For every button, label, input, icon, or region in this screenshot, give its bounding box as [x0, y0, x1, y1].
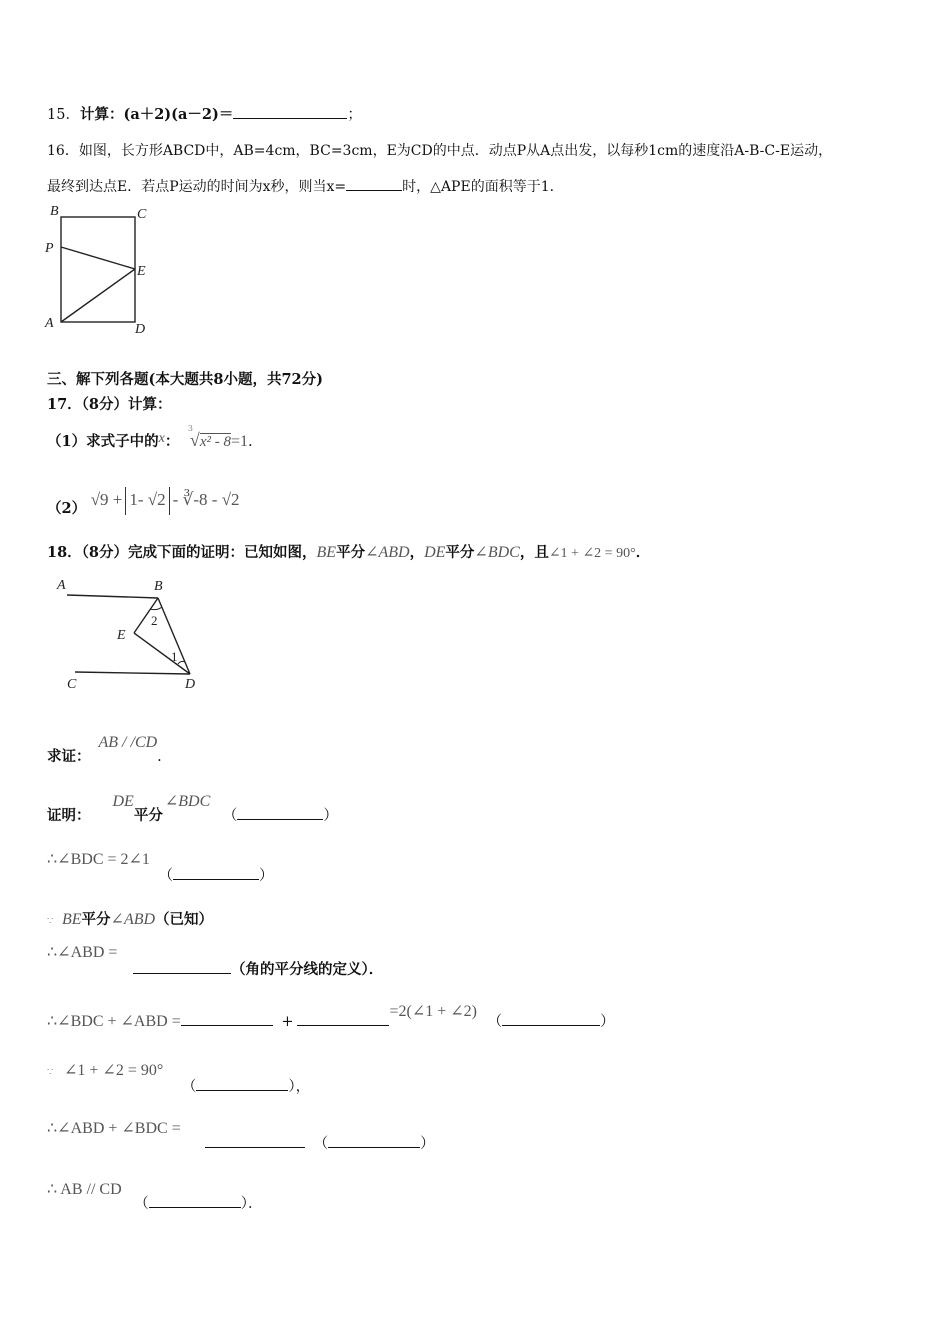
angle-arc-1 — [178, 661, 185, 664]
q18-de: DE — [424, 544, 446, 561]
label-d: D — [135, 322, 146, 337]
label-p: P — [45, 241, 54, 256]
label-e: E — [137, 264, 146, 279]
fig-label-c: C — [67, 677, 77, 692]
answer-blank-4[interactable] — [133, 959, 231, 974]
proof-step-4 — [47, 942, 384, 978]
q18-end: ． — [635, 544, 651, 561]
q18-comma: ， — [409, 544, 425, 561]
proof-step-8 — [47, 1178, 263, 1212]
reason-blank-8[interactable] — [149, 1193, 241, 1208]
proof-step-8-stmt: ∴ AB // CD — [47, 1181, 122, 1198]
q16-line1: 16．如图，长方形ABCD中，AB=4cm，BC=3cm，E为CD的中点．动点P从A点出发，以每秒1cm的速度沿A-B-C-E运动， — [47, 143, 833, 159]
q16-answer-blank[interactable] — [346, 176, 402, 191]
proof-step-6-end: ， — [295, 1079, 311, 1095]
label-c: C — [137, 207, 147, 222]
proof-step-3-be: BE — [61, 911, 82, 928]
answer-blank-5a[interactable] — [181, 1011, 273, 1026]
proof-step-4-reason: （角的平分线的定义）． — [231, 961, 384, 978]
q17-part2-b: - ∛-8 - √2 — [172, 490, 240, 509]
proof-label: 证明： — [47, 807, 91, 824]
proof-step-3-reason: （已知） — [155, 911, 214, 928]
cube-root-radicand: x² - 8 — [199, 434, 231, 450]
answer-blank-5b[interactable] — [297, 1011, 389, 1026]
rp: ） — [420, 1136, 435, 1152]
proof-step-1 — [47, 790, 338, 824]
prove-statement: AB / /CD — [98, 734, 158, 751]
q18-heading-line — [47, 541, 650, 562]
rp: ） — [259, 868, 274, 884]
segment-pe — [61, 247, 135, 269]
because-symbol-icon: ∵ — [47, 1067, 54, 1078]
q15-end: ； — [347, 107, 362, 123]
reason-blank-6[interactable] — [196, 1076, 288, 1091]
q15-expression: (a＋2)(a－2)＝ — [123, 106, 234, 123]
radical-sign-icon: √ — [189, 430, 200, 450]
q18-condition: ∠1 + ∠2 = 90° — [548, 546, 636, 561]
proof-step-8-end: ． — [248, 1196, 263, 1212]
line-ab — [67, 595, 158, 598]
q17-part2-a: √9 + — [90, 490, 123, 509]
q18-bisect2: 平分 — [445, 544, 475, 561]
lp: （ — [181, 1079, 197, 1095]
lp: （ — [313, 1136, 329, 1152]
q15-line — [47, 103, 362, 124]
q16-line2 — [47, 176, 564, 196]
rp: ） — [240, 1196, 248, 1212]
fig-label-e: E — [117, 628, 126, 643]
label-b: B — [50, 204, 59, 219]
q17-part1 — [47, 424, 253, 451]
proof-step-6-stmt: ∠1 + ∠2 = 90° — [63, 1062, 164, 1079]
line-cd — [75, 672, 190, 674]
proof-step-1-de: DE — [112, 793, 134, 810]
cube-root-index: 3 — [187, 424, 194, 433]
proof-step-5-eq: =2(∠1 + ∠2) — [389, 1003, 477, 1020]
q18-prove-line — [47, 731, 162, 765]
abs-bar-right — [169, 487, 170, 515]
proof-step-5-stmt: ∴∠BDC + ∠ABD = — [47, 1013, 181, 1030]
q18-heading: 18．（8分）完成下面的证明：已知如图， — [47, 544, 317, 561]
rp: ） — [600, 1014, 615, 1030]
fig-label-d: D — [185, 677, 196, 692]
abs-bar-left — [125, 487, 126, 515]
label-a: A — [45, 316, 54, 331]
lp: （ — [134, 1196, 149, 1212]
proof-step-7-stmt: ∴∠ABD + ∠BDC = — [47, 1120, 181, 1137]
proof-step-2 — [47, 848, 274, 884]
q15-label: 计算： — [79, 106, 124, 123]
q17-part2-abs: 1- √2 — [129, 490, 166, 509]
answer-blank-7[interactable] — [205, 1133, 305, 1148]
q16-line2-a: 最终到达点E．若点P运动的时间为x秒，则当x= — [47, 179, 347, 195]
q18-angle-bdc: ∠BDC — [474, 544, 520, 561]
proof-step-3 — [47, 908, 213, 929]
q18-angle-abd: ∠ABD — [365, 544, 410, 561]
fig-label-2: 2 — [151, 613, 158, 628]
fig-label-a: A — [57, 578, 66, 593]
fig-label-b: B — [154, 579, 163, 594]
q17-part1-var: x — [158, 431, 165, 446]
proof-step-2-stmt: ∴∠BDC = 2∠1 — [47, 851, 150, 868]
reason-blank-1[interactable] — [237, 805, 323, 820]
q16-line2-b: 时，△APE的面积等于1． — [402, 179, 564, 195]
q17-part1-equals: =1 — [230, 433, 248, 450]
proof-step-5 — [47, 1003, 615, 1031]
proof-step-6 — [47, 1059, 311, 1095]
cube-root-expression — [187, 424, 231, 451]
proof-step-4-stmt: ∴∠ABD = — [47, 944, 118, 961]
reason-blank-5[interactable] — [502, 1011, 600, 1026]
rp: ） — [323, 808, 338, 824]
q18-be: BE — [316, 544, 337, 561]
q18-parallel-lines-figure — [55, 575, 215, 695]
q17-heading: 17．（8分）计算： — [47, 396, 172, 413]
reason-blank-7[interactable] — [328, 1133, 420, 1148]
proof-step-3-bisect: 平分 — [81, 911, 111, 928]
q17-part1-colon: ： — [164, 433, 180, 450]
prove-label: 求证： — [47, 748, 91, 765]
lp: （ — [222, 808, 238, 824]
q17-part1-end: . — [248, 434, 253, 450]
because-symbol-icon: ∵ — [47, 916, 54, 927]
proof-step-1-bisect: 平分 — [133, 807, 163, 824]
q18-bisect1: 平分 — [336, 544, 366, 561]
section-3-title: 三、解下列各题(本大题共8小题，共72分) — [47, 371, 323, 388]
q17-part1-label: （1）求式子中的 — [47, 433, 159, 450]
q15-number: 15． — [47, 107, 80, 123]
proof-step-5-plus: + — [281, 1014, 294, 1030]
prove-end: . — [157, 749, 162, 765]
proof-step-7 — [47, 1118, 435, 1152]
proof-step-1-angle: ∠BDC — [164, 793, 211, 810]
rp: ） — [288, 1079, 296, 1095]
q17-part2-label: （2） — [47, 500, 87, 517]
reason-blank-2[interactable] — [173, 865, 259, 880]
proof-step-3-angle: ∠ABD — [110, 911, 156, 928]
rectangle-abcd — [61, 217, 135, 322]
q18-and: ，且 — [519, 544, 549, 561]
lp: （ — [158, 868, 174, 884]
q16-rectangle-figure — [40, 200, 160, 340]
lp: （ — [487, 1014, 503, 1030]
fig-label-1: 1 — [171, 649, 178, 664]
segment-ae — [61, 269, 135, 322]
q17-part2 — [47, 487, 240, 515]
q15-answer-blank[interactable] — [233, 104, 347, 119]
